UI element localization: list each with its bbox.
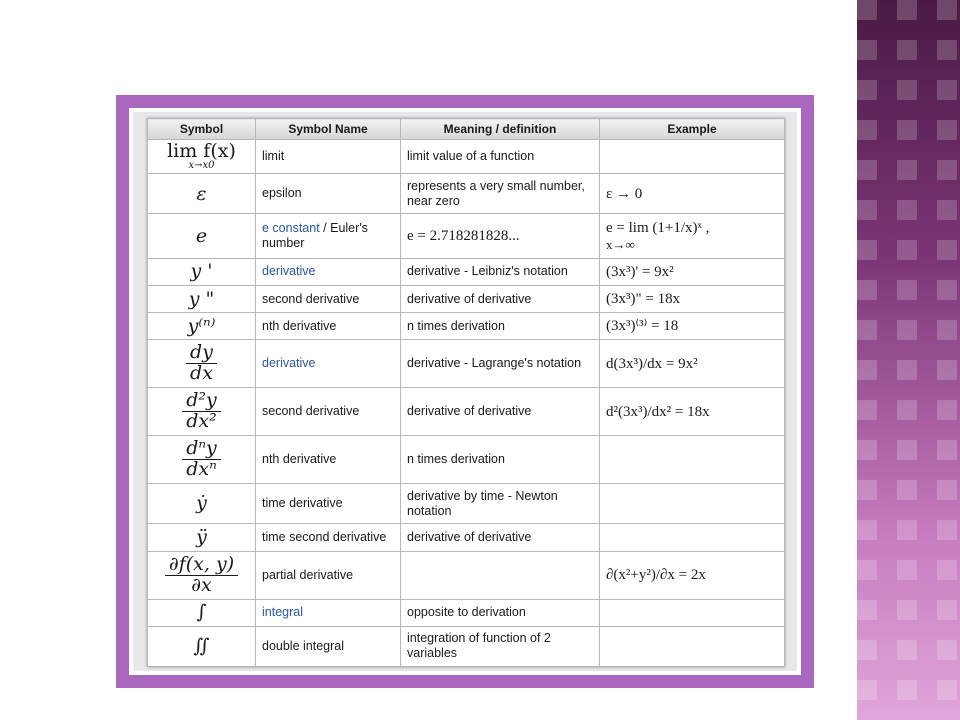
table-row xyxy=(148,524,785,551)
symbol-cell: y ' xyxy=(148,258,256,285)
table-row xyxy=(148,626,785,666)
symbol-cell: ∫ xyxy=(148,599,256,626)
table-row xyxy=(148,313,785,340)
meaning-cell: e = 2.718281828... xyxy=(401,214,600,258)
example-cell: (3x³)⁽³⁾ = 18 xyxy=(600,313,785,340)
col-header-example: Example xyxy=(600,119,785,140)
meaning-cell: n times derivation xyxy=(401,313,600,340)
fraction-symbol xyxy=(182,439,221,480)
name-cell xyxy=(256,214,401,258)
symbol-cell: e xyxy=(148,214,256,258)
table-row xyxy=(148,340,785,388)
calculus-symbols-table xyxy=(147,118,785,667)
table-header-row xyxy=(148,119,785,140)
name-cell: time derivative xyxy=(256,484,401,524)
fraction-symbol xyxy=(186,343,217,384)
meaning-cell: represents a very small number, near zero xyxy=(401,174,600,214)
symbol-cell: ẏ xyxy=(148,484,256,524)
fraction-numerator: d²y xyxy=(182,391,221,412)
example-subscript: x→∞ xyxy=(606,237,635,253)
derivative-link[interactable]: derivative xyxy=(262,264,316,279)
meaning-cell: derivative - Leibniz's notation xyxy=(401,258,600,285)
table-row xyxy=(148,436,785,484)
symbol-cell: y⁽ⁿ⁾ xyxy=(148,313,256,340)
name-cell: partial derivative xyxy=(256,551,401,599)
name-cell xyxy=(256,258,401,285)
fraction-numerator: dⁿy xyxy=(182,439,221,460)
name-cell: second derivative xyxy=(256,388,401,436)
meaning-cell: limit value of a function xyxy=(401,140,600,174)
name-cell xyxy=(256,340,401,388)
meaning-cell: derivative of derivative xyxy=(401,285,600,312)
name-cell: time second derivative xyxy=(256,524,401,551)
name-cell: second derivative xyxy=(256,285,401,312)
symbol-cell: y " xyxy=(148,285,256,312)
symbol-cell: ÿ xyxy=(148,524,256,551)
fraction-denominator: dx² xyxy=(186,410,217,433)
fraction-denominator: dxⁿ xyxy=(186,458,217,481)
col-header-symbol-name: Symbol Name xyxy=(256,119,401,140)
fraction-denominator: ∂x xyxy=(191,573,212,596)
limit-subscript: x→x0 xyxy=(188,160,215,172)
example-cell xyxy=(600,599,785,626)
example-cell xyxy=(600,436,785,484)
limit-symbol xyxy=(167,142,236,171)
name-cell: nth derivative xyxy=(256,436,401,484)
symbol-cell xyxy=(148,551,256,599)
example-cell xyxy=(600,214,785,258)
meaning-cell: opposite to derivation xyxy=(401,599,600,626)
table-row xyxy=(148,388,785,436)
fraction-symbol xyxy=(182,391,221,432)
name-text: / Euler's number xyxy=(262,221,368,251)
table-row xyxy=(148,174,785,214)
col-header-meaning: Meaning / definition xyxy=(401,119,600,140)
example-cell: ∂(x²+y²)/∂x = 2x xyxy=(600,551,785,599)
example-cell: (3x³)' = 9x² xyxy=(600,258,785,285)
e-constant-link[interactable]: e constant xyxy=(262,221,320,236)
derivative-link[interactable]: derivative xyxy=(262,356,316,371)
image-frame xyxy=(116,95,814,688)
symbol-cell xyxy=(148,388,256,436)
example-cell: d(3x³)/dx = 9x² xyxy=(600,340,785,388)
example-cell xyxy=(600,524,785,551)
table-row xyxy=(148,285,785,312)
example-cell xyxy=(600,140,785,174)
table-row xyxy=(148,258,785,285)
name-cell: limit xyxy=(256,140,401,174)
meaning-cell xyxy=(401,551,600,599)
decorative-side-strip xyxy=(857,0,960,720)
limit-expr: lim f(x) xyxy=(167,140,236,163)
example-cell: ε → 0 xyxy=(600,174,785,214)
name-cell xyxy=(256,599,401,626)
meaning-cell: derivative - Lagrange's notation xyxy=(401,340,600,388)
fraction-denominator: dx xyxy=(190,362,213,385)
meaning-cell: integration of function of 2 variables xyxy=(401,626,600,666)
table-container xyxy=(147,118,785,667)
example-cell: (3x³)" = 18x xyxy=(600,285,785,312)
table-row xyxy=(148,551,785,599)
table-row xyxy=(148,140,785,174)
example-cell xyxy=(600,626,785,666)
meaning-cell: derivative of derivative xyxy=(401,524,600,551)
name-cell: nth derivative xyxy=(256,313,401,340)
table-row xyxy=(148,214,785,258)
symbol-cell: ε xyxy=(148,174,256,214)
symbol-cell xyxy=(148,436,256,484)
name-cell: double integral xyxy=(256,626,401,666)
symbol-cell xyxy=(148,340,256,388)
fraction-numerator: dy xyxy=(186,343,217,364)
example-text: e = lim (1+1/x)ˣ , xyxy=(606,220,710,237)
fraction-symbol xyxy=(165,552,238,596)
integral-link[interactable]: integral xyxy=(262,605,303,620)
table-row xyxy=(148,484,785,524)
col-header-symbol: Symbol xyxy=(148,119,256,140)
name-cell: epsilon xyxy=(256,174,401,214)
symbol-cell xyxy=(148,140,256,174)
fraction-numerator: ∂f(x, y) xyxy=(165,555,238,576)
meaning-cell: n times derivation xyxy=(401,436,600,484)
meaning-cell: derivative by time - Newton notation xyxy=(401,484,600,524)
symbol-cell: ∬ xyxy=(148,626,256,666)
example-cell xyxy=(600,484,785,524)
table-row xyxy=(148,599,785,626)
frame-inner xyxy=(129,108,801,675)
example-cell: d²(3x³)/dx² = 18x xyxy=(600,388,785,436)
meaning-cell: derivative of derivative xyxy=(401,388,600,436)
